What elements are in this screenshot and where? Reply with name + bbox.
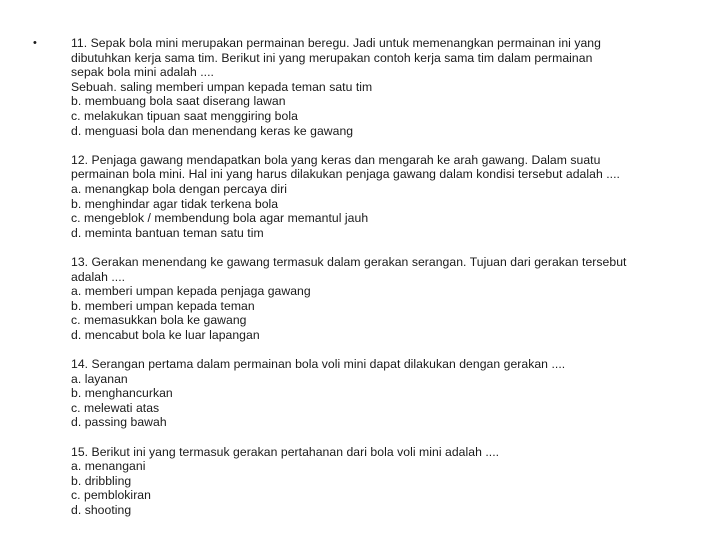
question-13 <box>71 255 701 343</box>
answer-option-c: c. memasukkan bola ke gawang <box>71 313 247 328</box>
answer-option-a: a. menangkap bola dengan percaya diri <box>71 181 287 196</box>
answer-option-b: b. menghancurkan <box>71 386 173 401</box>
answer-option-d: d. menguasi bola dan menendang keras ke gawang <box>71 123 354 138</box>
answer-option-a: a. memberi umpan kepada penjaga gawang <box>71 284 311 299</box>
question-text: 12. Penjaga gawang mendapatkan bola yang keras dan mengarah ke arah gawang. Dalam suatu <box>71 152 601 167</box>
question-text: 15. Berikut ini yang termasuk gerakan pertahanan dari bola voli mini adalah .... <box>71 444 500 459</box>
answer-option-b: b. membuang bola saat diserang lawan <box>71 94 286 109</box>
answer-option-a: a. layanan <box>71 371 128 386</box>
question-text: 11. Sepak bola mini merupakan permainan beregu. Jadi untuk memenangkan permainan ini yang <box>71 36 601 50</box>
question-text: adalah .... <box>71 269 126 284</box>
question-15 <box>71 445 701 518</box>
question-text: permainan bola mini. Hal ini yang harus dilakukan penjaga gawang dalam kondisi tersebut adalah .... <box>71 167 620 182</box>
question-list <box>71 36 701 532</box>
answer-option-b: b. dribbling <box>71 473 132 488</box>
answer-option-c: c. pemblokiran <box>71 488 151 503</box>
answer-option-b: b. memberi umpan kepada teman <box>71 298 255 313</box>
answer-option-d: d. passing bawah <box>71 415 167 430</box>
question-text: dibutuhkan kerja sama tim. Berikut ini yang merupakan contoh kerja sama tim dalam permainan <box>71 50 593 65</box>
answer-option-c: c. melakukan tipuan saat menggiring bola <box>71 108 298 123</box>
bullet-marker: • <box>33 37 37 49</box>
answer-option-b: b. menghindar agar tidak terkena bola <box>71 196 279 211</box>
answer-option-d: d. mencabut bola ke luar lapangan <box>71 327 260 342</box>
answer-option-a: a. menangani <box>71 459 146 474</box>
question-11 <box>71 36 701 138</box>
question-text: sepak bola mini adalah .... <box>71 65 214 80</box>
answer-option-c: c. melewati atas <box>71 400 160 415</box>
question-text: 13. Gerakan menendang ke gawang termasuk dalam gerakan serangan. Tujuan dari gerakan tersebut <box>71 254 627 269</box>
question-12 <box>71 153 701 241</box>
question-text: 14. Serangan pertama dalam permainan bola voli mini dapat dilakukan dengan gerakan .... <box>71 357 566 372</box>
answer-option-d: d. meminta bantuan teman satu tim <box>71 225 264 240</box>
question-14 <box>71 357 701 430</box>
answer-option-a: Sebuah. saling memberi umpan kepada teman satu tim <box>71 79 373 94</box>
answer-option-c: c. mengeblok / membendung bola agar memantul jauh <box>71 211 369 226</box>
answer-option-d: d. shooting <box>71 503 132 517</box>
